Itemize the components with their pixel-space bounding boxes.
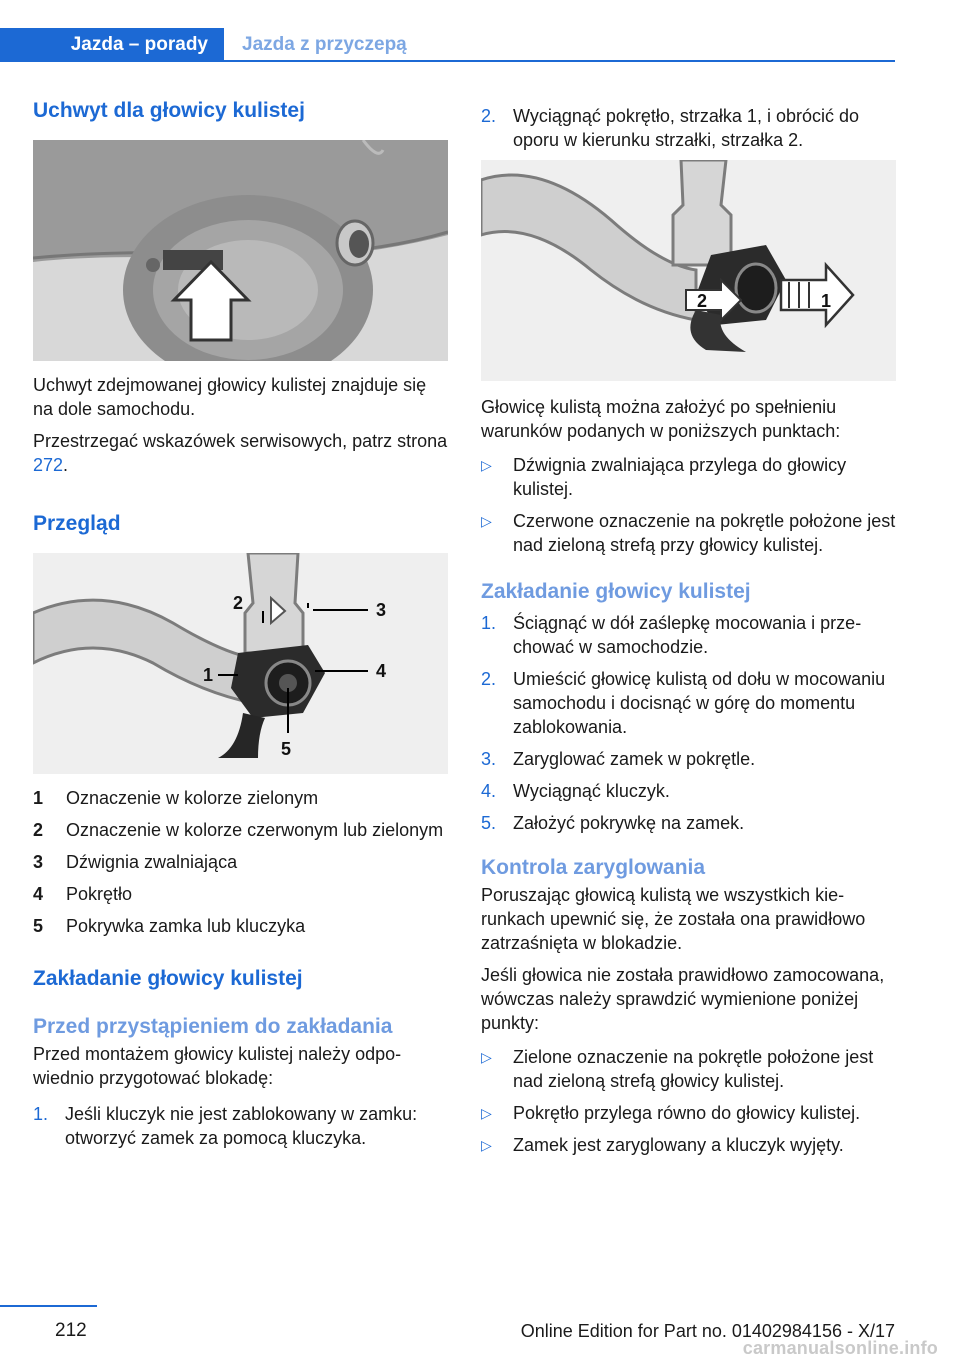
lock-check-followup: Jeśli głowica nie została prawidłowo zamocowana, wówczas należy sprawdzić wymienione poniżej punkty:	[481, 965, 885, 1033]
callout-label: 1	[203, 665, 214, 685]
lock-check-list	[481, 1045, 896, 1157]
legend-item: 2 Oznaczenie w kolorze czerwonym lub zielonym	[33, 820, 444, 840]
mounting-steps	[481, 611, 896, 835]
conditions-list	[481, 453, 896, 557]
bullet-item: ▷ Zielone oznaczenie na pokrętle położone jest nad zieloną strefą głowicy kulistej.	[481, 1047, 874, 1091]
header-rule	[224, 60, 895, 62]
bullet-item: ▷ Dźwignia zwalniająca przylega do głowicy kulistej.	[481, 455, 847, 499]
legend-item: 3 Dźwignia zwalniająca	[33, 852, 238, 872]
callout-label: 5	[281, 739, 292, 759]
legend-item: 5 Pokrywka zamka lub kluczyka	[33, 916, 306, 936]
step-item: 3. Zaryglować zamek w pokrętle.	[481, 749, 756, 769]
triangle-bullet-icon: ▷	[481, 1049, 492, 1065]
triangle-bullet-icon: ▷	[481, 1137, 492, 1153]
step-item: 2. Umieścić głowicę kulistą od dołu w mocowaniu samochodu i docisnąć w górę do momentu zablokowania.	[481, 669, 886, 737]
preparation-subheading: Przed przystąpieniem do zakładania	[33, 1015, 393, 1038]
step-item: 4. Wyciągnąć kluczyk.	[481, 781, 670, 801]
site-watermark: carmanualsonline.info	[742, 1338, 938, 1358]
lock-check-subheading: Kontrola zaryglowania	[481, 856, 706, 879]
overview-heading: Przegląd	[33, 512, 121, 535]
step-item: 5. Założyć pokrywkę na zamek.	[481, 813, 745, 833]
section-heading-holder: Uchwyt dla głowicy kulistej	[33, 99, 305, 122]
hitch-mount-illustration	[33, 140, 448, 361]
callout-label: 1	[821, 291, 832, 311]
callout-label: 3	[376, 600, 387, 620]
right-column	[481, 104, 896, 1165]
conditions-intro: Głowicę kulistą można założyć po spełnieniu warunków podanych w poniższych punktach:	[481, 397, 841, 441]
mounting-heading: Zakładanie głowicy kulistej	[33, 967, 303, 990]
step-item: 2. Wyciągnąć pokrętło, strzałka 1, i obrócić do oporu w kierunku strzałki, strzałka 2.	[481, 106, 859, 150]
left-column	[33, 98, 448, 1158]
header-section-tab[interactable]: Jazda – porady	[0, 28, 224, 62]
mounting-subheading: Zakładanie głowicy kulistej	[481, 580, 751, 603]
header-chapter-tab[interactable]: Jazda z przyczepą	[242, 34, 407, 55]
overview-legend	[33, 786, 448, 938]
triangle-bullet-icon: ▷	[481, 513, 492, 529]
legend-item: 4 Pokrętło	[33, 884, 133, 904]
preparation-steps	[33, 1102, 448, 1150]
legend-item: 1 Oznaczenie w kolorze zielonym	[33, 788, 319, 808]
bullet-item: ▷ Czerwone oznaczenie na pokrętle położone jest nad zieloną strefą przy głowicy kulistej.	[481, 511, 896, 555]
service-note: Przestrzegać wskazówek serwisowych, patrz strona 272.	[33, 431, 448, 475]
footer-rule	[0, 1305, 97, 1307]
bullet-item: ▷ Zamek jest zaryglowany a kluczyk wyjęty.	[481, 1135, 844, 1155]
triangle-bullet-icon: ▷	[481, 457, 492, 473]
callout-label: 4	[376, 661, 387, 681]
mount-location-text: Uchwyt zdejmowanej głowicy kulistej znajduje się na dole samochodu.	[33, 375, 427, 419]
edition-note: Online Edition for Part no. 01402984156 - X/17	[520, 1321, 895, 1341]
lock-check-text: Poruszając głowicą kulistą we wszystkich kierunkach upewnić się, że została ona prawidłowo zatrzaśnięta w blokadzie.	[481, 885, 866, 953]
callout-label: 2	[697, 291, 708, 311]
triangle-bullet-icon: ▷	[481, 1105, 492, 1121]
step-item: 1. Ściągnąć w dół zaślepkę mocowania i przechować w samochodzie.	[481, 613, 862, 657]
callout-label: 2	[233, 593, 244, 613]
step-item: 1. Jeśli kluczyk nie jest zablokowany w zamku: otworzyć zamek za pomocą kluczyka.	[33, 1104, 418, 1148]
preparation-text: Przed montażem głowicy kulistej należy odpowiednio przygotować blokadę:	[33, 1044, 402, 1088]
preparation-steps-continued	[481, 104, 896, 152]
page-number: 212	[55, 1320, 87, 1341]
page-ref-link[interactable]: 272	[33, 455, 64, 475]
page-header	[0, 28, 960, 62]
knob-rotation-illustration	[481, 160, 896, 381]
bullet-item: ▷ Pokrętło przylega równo do głowicy kulistej.	[481, 1103, 861, 1123]
ball-head-overview-illustration	[33, 553, 448, 774]
